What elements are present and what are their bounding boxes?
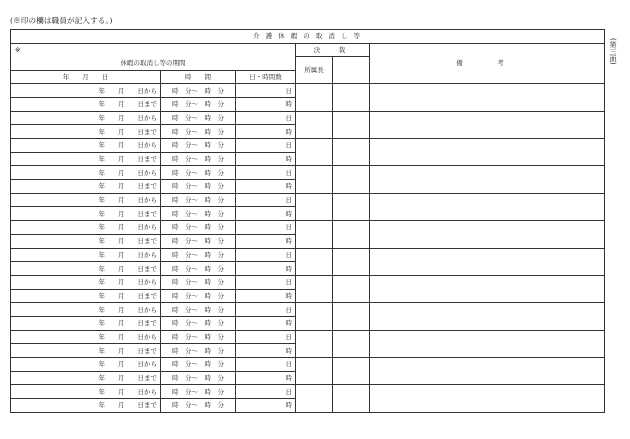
hours-cell[interactable]: 時 (236, 262, 296, 276)
leave-period-row (11, 303, 605, 317)
date-to-cell[interactable]: 年 月 日まで (11, 399, 161, 413)
time-to-cell[interactable]: 時 分～ 時 分 (161, 262, 236, 276)
shozokucho-cell[interactable] (296, 111, 333, 138)
leave-period-row (11, 358, 605, 372)
hours-cell[interactable]: 時 (236, 289, 296, 303)
care-leave-cancellation-table (10, 29, 605, 413)
time-from-cell[interactable]: 時 分～ 時 分 (161, 84, 236, 98)
date-from-cell[interactable]: 年 月 日から (11, 111, 161, 125)
time-from-cell[interactable]: 時 分～ 時 分 (161, 248, 236, 262)
date-from-cell[interactable]: 年 月 日から (11, 84, 161, 98)
date-to-cell[interactable]: 年 月 日まで (11, 262, 161, 276)
hours-cell[interactable]: 時 (236, 180, 296, 194)
hours-cell[interactable]: 時 (236, 399, 296, 413)
leave-period-row (11, 330, 605, 344)
time-to-cell[interactable]: 時 分～ 時 分 (161, 289, 236, 303)
time-to-cell[interactable]: 時 分～ 時 分 (161, 399, 236, 413)
leave-period-row (11, 111, 605, 125)
remarks-cell[interactable] (370, 330, 605, 357)
approval-blank-cell[interactable] (333, 193, 370, 220)
shozokucho-cell[interactable] (296, 84, 333, 111)
remarks-cell[interactable] (370, 139, 605, 166)
time-from-cell[interactable]: 時 分～ 時 分 (161, 303, 236, 317)
time-from-cell[interactable]: 時 分～ 時 分 (161, 221, 236, 235)
date-from-cell[interactable]: 年 月 日から (11, 330, 161, 344)
time-from-cell[interactable]: 時 分～ 時 分 (161, 358, 236, 372)
date-from-cell[interactable]: 年 月 日から (11, 248, 161, 262)
approval-header: 決 裁 (296, 43, 370, 57)
date-from-cell[interactable]: 年 月 日から (11, 139, 161, 153)
date-from-cell[interactable]: 年 月 日から (11, 358, 161, 372)
hours-cell[interactable]: 時 (236, 207, 296, 221)
time-from-cell[interactable]: 時 分～ 時 分 (161, 193, 236, 207)
date-to-cell[interactable]: 年 月 日まで (11, 180, 161, 194)
date-from-cell[interactable]: 年 月 日から (11, 166, 161, 180)
days-cell[interactable]: 日 (236, 358, 296, 372)
shozokucho-cell[interactable] (296, 166, 333, 193)
shozokucho-header: 所属長 (296, 57, 333, 84)
days-cell[interactable]: 日 (236, 385, 296, 399)
hours-cell[interactable]: 時 (236, 97, 296, 111)
shozokucho-cell[interactable] (296, 385, 333, 412)
date-to-cell[interactable]: 年 月 日まで (11, 344, 161, 358)
days-cell[interactable]: 日 (236, 193, 296, 207)
hours-cell[interactable]: 時 (236, 152, 296, 166)
time-to-cell[interactable]: 時 分～ 時 分 (161, 97, 236, 111)
period-header: 休暇の取消し等の期間 (11, 57, 296, 70)
date-to-cell[interactable]: 年 月 日まで (11, 316, 161, 330)
approval-blank-cell[interactable] (333, 166, 370, 193)
days-cell[interactable]: 日 (236, 84, 296, 98)
leave-period-row (11, 193, 605, 207)
time-to-cell[interactable]: 時 分～ 時 分 (161, 234, 236, 248)
time-to-cell[interactable]: 時 分～ 時 分 (161, 371, 236, 385)
time-to-cell[interactable]: 時 分～ 時 分 (161, 152, 236, 166)
approval-blank-cell[interactable] (333, 221, 370, 248)
time-from-cell[interactable]: 時 分～ 時 分 (161, 330, 236, 344)
approval-blank-cell[interactable] (333, 303, 370, 330)
date-from-cell[interactable]: 年 月 日から (11, 221, 161, 235)
leave-period-row (11, 139, 605, 153)
approval-blank-cell[interactable] (333, 84, 370, 111)
remarks-cell[interactable] (370, 358, 605, 385)
shozokucho-cell[interactable] (296, 358, 333, 385)
time-to-cell[interactable]: 時 分～ 時 分 (161, 344, 236, 358)
leave-period-row (11, 84, 605, 98)
approval-blank-cell[interactable] (333, 275, 370, 302)
date-to-cell[interactable]: 年 月 日まで (11, 207, 161, 221)
shozokucho-cell[interactable] (296, 275, 333, 302)
approval-blank-cell[interactable] (333, 358, 370, 385)
page-section-label: (第三面) (609, 38, 617, 65)
days-cell[interactable]: 日 (236, 166, 296, 180)
remarks-cell[interactable] (370, 111, 605, 138)
shozokucho-cell[interactable] (296, 221, 333, 248)
time-from-cell[interactable]: 時 分～ 時 分 (161, 275, 236, 289)
time-to-cell[interactable]: 時 分～ 時 分 (161, 125, 236, 139)
days-cell[interactable]: 日 (236, 303, 296, 317)
leave-period-row (11, 248, 605, 262)
days-cell[interactable]: 日 (236, 275, 296, 289)
hours-cell[interactable]: 時 (236, 371, 296, 385)
time-from-cell[interactable]: 時 分～ 時 分 (161, 139, 236, 153)
remarks-cell[interactable] (370, 303, 605, 330)
date-to-cell[interactable]: 年 月 日まで (11, 97, 161, 111)
remarks-cell[interactable] (370, 275, 605, 302)
leave-period-row (11, 275, 605, 289)
date-to-cell[interactable]: 年 月 日まで (11, 289, 161, 303)
shozokucho-cell[interactable] (296, 303, 333, 330)
leave-period-row (11, 221, 605, 235)
hours-cell[interactable]: 時 (236, 344, 296, 358)
remarks-cell[interactable] (370, 221, 605, 248)
approval-blank-header (333, 57, 370, 84)
date-to-cell[interactable]: 年 月 日まで (11, 234, 161, 248)
shozokucho-cell[interactable] (296, 248, 333, 275)
approval-blank-cell[interactable] (333, 139, 370, 166)
approval-blank-cell[interactable] (333, 385, 370, 412)
remarks-cell[interactable] (370, 248, 605, 275)
date-to-cell[interactable]: 年 月 日まで (11, 152, 161, 166)
approval-blank-cell[interactable] (333, 248, 370, 275)
remarks-cell[interactable] (370, 385, 605, 412)
hours-cell[interactable]: 時 (236, 125, 296, 139)
leave-period-row (11, 166, 605, 180)
remarks-cell[interactable] (370, 166, 605, 193)
staff-mark: ※ (11, 43, 296, 57)
remarks-header: 備 考 (370, 43, 605, 84)
shozokucho-cell[interactable] (296, 330, 333, 357)
hours-cell[interactable]: 時 (236, 316, 296, 330)
approval-blank-cell[interactable] (333, 330, 370, 357)
days-cell[interactable]: 日 (236, 139, 296, 153)
date-to-cell[interactable]: 年 月 日まで (11, 125, 161, 139)
time-to-cell[interactable]: 時 分～ 時 分 (161, 316, 236, 330)
approval-blank-cell[interactable] (333, 111, 370, 138)
instruction-note: (※印の欄は職員が記入する。) (10, 16, 113, 25)
date-from-cell[interactable]: 年 月 日から (11, 275, 161, 289)
days-cell[interactable]: 日 (236, 221, 296, 235)
time-from-cell[interactable]: 時 分～ 時 分 (161, 166, 236, 180)
time-from-cell[interactable]: 時 分～ 時 分 (161, 111, 236, 125)
date-from-cell[interactable]: 年 月 日から (11, 193, 161, 207)
hours-cell[interactable]: 時 (236, 234, 296, 248)
date-from-cell[interactable]: 年 月 日から (11, 303, 161, 317)
days-cell[interactable]: 日 (236, 248, 296, 262)
time-from-cell[interactable]: 時 分～ 時 分 (161, 385, 236, 399)
form-title: 介 護 休 暇 の 取 消 し 等 (11, 30, 605, 44)
time-to-cell[interactable]: 時 分～ 時 分 (161, 180, 236, 194)
time-to-cell[interactable]: 時 分～ 時 分 (161, 207, 236, 221)
date-from-cell[interactable]: 年 月 日から (11, 385, 161, 399)
days-column-header: 日・時間数 (236, 70, 296, 84)
shozokucho-cell[interactable] (296, 139, 333, 166)
date-column-header: 年 月 日 (11, 70, 161, 84)
time-column-header: 時 間 (161, 70, 236, 84)
remarks-cell[interactable] (370, 193, 605, 220)
date-to-cell[interactable]: 年 月 日まで (11, 371, 161, 385)
days-cell[interactable]: 日 (236, 111, 296, 125)
days-cell[interactable]: 日 (236, 330, 296, 344)
remarks-cell[interactable] (370, 84, 605, 111)
leave-period-row (11, 385, 605, 399)
shozokucho-cell[interactable] (296, 193, 333, 220)
